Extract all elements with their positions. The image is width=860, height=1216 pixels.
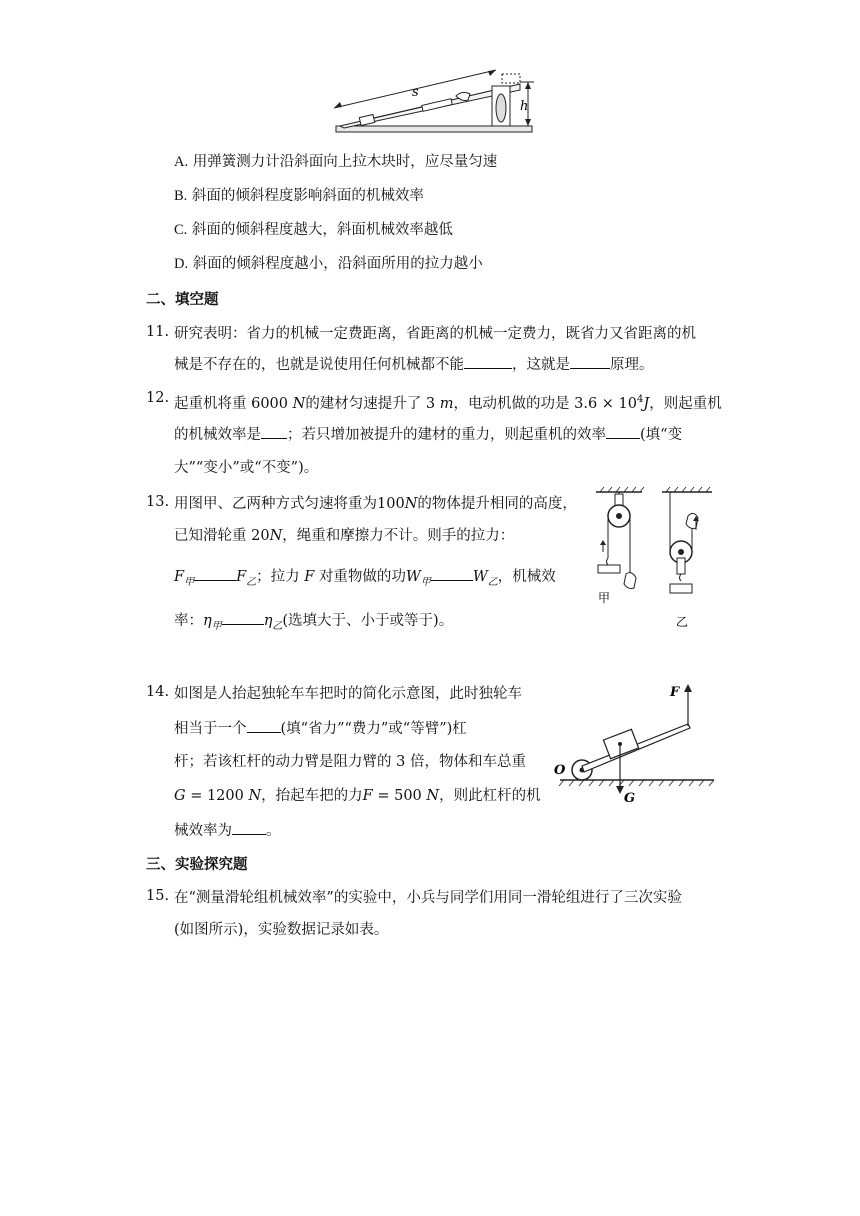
lever-label-O: O (554, 763, 566, 778)
section-fill-in-blank-heading: 二、填空题 (146, 292, 219, 308)
q11-blank-1[interactable] (464, 354, 512, 369)
incline-label-s: s (412, 85, 419, 100)
q10-option-b: B. 斜面的倾斜程度影响斜面的机械效率 (174, 188, 424, 204)
q14-line5: 械效率为 。 (174, 820, 281, 841)
q12-line2: 的机械效率是 ；若只增加被提升的建材的重力，则起重机的效率 (填“变 (174, 424, 682, 445)
q13-blank-1[interactable] (194, 566, 236, 581)
q11-blank-2[interactable] (570, 354, 610, 369)
q14-blank-1[interactable] (247, 718, 281, 733)
q12-number: 12. (146, 390, 170, 406)
section-experiment-heading: 三、实验探究题 (146, 857, 248, 873)
q11-line2: 械是不存在的，也就是说使用任何机械都不能 ，这就是 原理。 (174, 354, 654, 375)
q13-blank-2[interactable] (431, 566, 473, 581)
q12-line1: 起重机将重 6000 N的建材匀速提升了 3 m，电动机做的功是 $3.6 \times 10^4J$，则起重机 (174, 394, 722, 412)
lever-label-G: G (624, 791, 636, 806)
q13-line1: 用图甲、乙两种方式匀速将重为100N的物体提升相同的高度， (174, 496, 577, 512)
q14-line4: G = 1200 N，抬起车把的力F = 500 N，则此杠杆的机 (174, 788, 541, 804)
lever-label-F: F (670, 685, 680, 700)
q15-line1: 在“测量滑轮组机械效率”的实验中，小兵与同学们用同一滑轮组进行了三次实验 (174, 890, 682, 906)
q12-blank-2[interactable] (606, 424, 640, 439)
q14-blank-2[interactable] (232, 820, 266, 835)
q13-line2: 已知滑轮重 20N，绳重和摩擦力不计。则手的拉力： (174, 528, 515, 544)
q13-number: 13. (146, 494, 170, 510)
q14-line1: 如图是人抬起独轮车车把时的简化示意图，此时独轮车 (174, 686, 522, 702)
q15-number: 15. (146, 888, 170, 904)
q10-option-a: A. 用弹簧测力计沿斜面向上拉木块时，应尽量匀速 (174, 154, 498, 170)
q10-option-d: D. 斜面的倾斜程度越小，沿斜面所用的拉力越小 (174, 256, 483, 272)
pulley-figure (590, 486, 720, 636)
q11-line1: 研究表明：省力的机械一定费距离，省距离的机械一定费力，既省力又省距离的机 (174, 326, 696, 342)
q14-line2: 相当于一个 (填“省力”“费力”或“等臂”)杠 (174, 718, 467, 739)
q13-line3: $F_甲$ $F_乙$；拉力 F 对重物做的功$W_甲$ $W_乙$，机械效 (174, 566, 556, 593)
q15-line2: (如图所示)，实验数据记录如表。 (174, 922, 389, 938)
q13-blank-3[interactable] (222, 610, 264, 625)
pulley-label-yi: 乙 (676, 615, 689, 629)
q14-number: 14. (146, 684, 170, 700)
incline-label-h: h (520, 99, 529, 114)
q12-blank-1[interactable] (261, 424, 287, 439)
q11-number: 11. (146, 324, 170, 340)
q12-line3: 大”“变小”或“不变”)。 (174, 460, 319, 476)
pulley-label-jia: 甲 (598, 591, 611, 605)
incline-figure (330, 68, 540, 140)
lever-figure (548, 680, 718, 810)
q13-line4: 率：$\eta_甲$ $\eta_乙$(选填大于、小于或等于)。 (174, 610, 453, 637)
q10-option-c: C. 斜面的倾斜程度越大，斜面机械效率越低 (174, 222, 453, 238)
q14-line3: 杆；若该杠杆的动力臂是阻力臂的 3 倍，物体和车总重 (174, 754, 526, 770)
